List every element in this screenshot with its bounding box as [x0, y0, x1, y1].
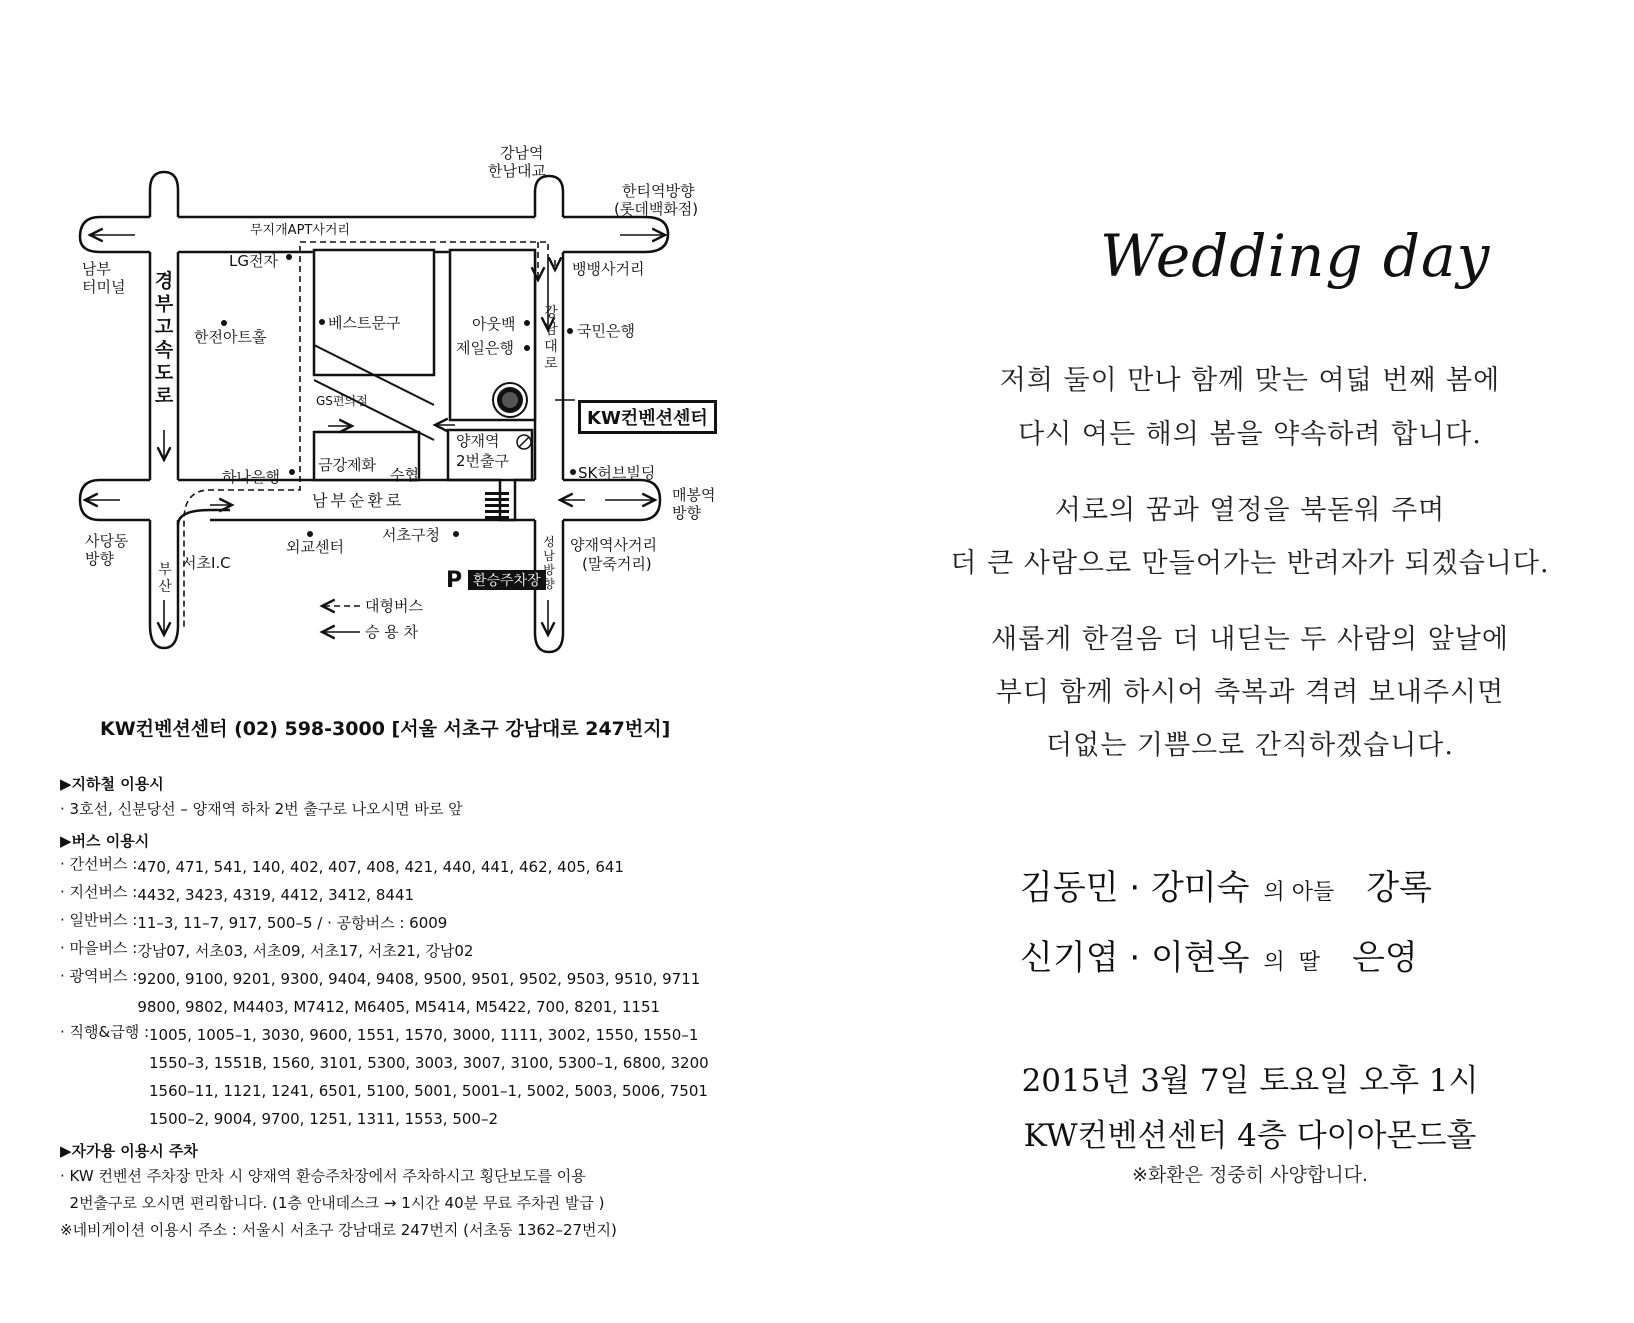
seongnam-direction-label: 성남방향: [543, 535, 555, 591]
bus-type: · 직행&급행 :: [60, 1023, 150, 1041]
wedding-date: 2015년 3월 7일 토요일 오후 1시: [1021, 1063, 1479, 1099]
bus-row: [60, 853, 790, 881]
bus-numbers: 11–3, 11–7, 917, 500–5 / · 공항버스 : 6009: [137, 914, 448, 932]
car-title: ▶자가용 이용시 주차: [60, 1142, 198, 1160]
bus-type: · 일반버스 :: [60, 911, 138, 929]
bus-type: · 광역버스 :: [60, 967, 138, 985]
hanti-direction-label: 한티역방향: [622, 182, 695, 200]
car-line: 2번출구로 오시면 편리합니다. (1층 안내데스크 → 1시간 40분 무료 주차권 발급 ): [60, 1194, 605, 1212]
bus-numbers: 1500–2, 9004, 9700, 1251, 1311, 1553, 500–2: [149, 1110, 498, 1128]
subway-line: · 3호선, 신분당선 – 양재역 하차 2번 출구로 나오시면 바로 앞: [60, 800, 463, 818]
bus-numbers: 1005, 1005–1, 3030, 9600, 1551, 1570, 3000, 1111, 3002, 1550, 1550–1: [149, 1026, 699, 1044]
message-line: 더 큰 사람으로 만들어가는 반려자가 되겠습니다.: [950, 548, 1550, 579]
gangnam-daero-label: 강남대로: [544, 305, 558, 372]
bride-line: [1020, 930, 1418, 979]
sadang-label: 사당동 방향: [85, 532, 129, 568]
gyeongbu-expressway-label: 경부고속도로: [154, 270, 174, 407]
parking-icon: P: [446, 568, 463, 593]
message-line: 저희 둘이 만나 함께 맞는 여덟 번째 봄에: [999, 365, 1501, 396]
transfer-parking-label: 환승주차장: [468, 570, 546, 590]
mujigae-label: 무지개APT사거리: [250, 223, 351, 238]
gangnam-station-label: 강남역: [500, 144, 544, 162]
groom-relation: 의 아들: [1263, 880, 1335, 905]
bus-row: [60, 909, 790, 937]
bus-numbers: 9200, 9100, 9201, 9300, 9404, 9408, 9500, 9501, 9502, 9503, 9510, 9711: [137, 970, 701, 988]
bus-type: · 간선버스 :: [60, 855, 138, 873]
car-line: · KW 컨벤션 주차장 만차 시 양재역 환승주차장에서 주차하시고 횡단보도를 이용: [60, 1167, 586, 1185]
bus-numbers: 9800, 9802, M4403, M7412, M6405, M5414, M5422, 700, 8201, 1151: [137, 998, 661, 1016]
bus-type: · 마을버스 :: [60, 939, 138, 957]
car-legend: 승 용 차: [365, 623, 419, 641]
geumgang-label: 금강제화: [318, 456, 376, 474]
seocho-office-label: 서초구청: [382, 526, 440, 544]
wedding-venue: KW컨벤션센터 4층 다이아몬드홀: [1023, 1118, 1477, 1154]
large-bus-legend: 대형버스: [365, 597, 423, 615]
bus-row: [60, 937, 790, 965]
seocho-ic-label: 서초I.C: [182, 554, 231, 572]
nambu-terminal-label: 남부 터미널: [82, 260, 126, 296]
message-line: 다시 여든 해의 봄을 약속하려 합니다.: [1018, 419, 1482, 450]
nambu-ring-road-label: 남부순환로: [312, 491, 405, 510]
bus-numbers: 1550–3, 1551B, 1560, 3101, 5300, 3003, 3007, 3100, 5300–1, 6800, 3200: [149, 1054, 709, 1072]
wedding-title: Wedding day: [1100, 222, 1491, 290]
yangjae-intersection-label: 양재역사거리: [570, 536, 657, 554]
foreign-center-label: 외교센터: [286, 538, 344, 556]
bus-type: · 지선버스 :: [60, 883, 138, 901]
busan-label: 부산: [158, 562, 172, 595]
message-line: 서로의 꿈과 열정을 북돋워 주며: [1054, 495, 1446, 526]
gs-store-label: GS편의점: [316, 394, 368, 408]
bus-row: [60, 881, 790, 909]
exit2-label: 2번출구: [456, 452, 510, 470]
bride-parents: 신기엽 · 이현옥: [1020, 938, 1250, 978]
bride-relation: 의 딸: [1263, 950, 1320, 975]
venue-address-line: KW컨벤션센터 (02) 598-3000 [서울 서초구 강남대로 247번지]: [100, 718, 671, 740]
kw-center-map-label: KW컨벤션센터: [578, 400, 717, 434]
bride-name: 은영: [1352, 938, 1418, 978]
hannam-bridge-label: 한남대교: [488, 162, 546, 180]
malljuk-label: (말죽거리): [582, 555, 652, 573]
outback-label: 아웃백: [472, 315, 516, 333]
sk-hub-label: SK허브빌딩: [578, 464, 656, 482]
best-stationery-label: 베스트문구: [328, 314, 401, 332]
message-line: 부디 함께 하시어 축복과 격려 보내주시면: [995, 677, 1505, 708]
suhyeop-label: 수협: [390, 466, 419, 484]
flower-note: ※화환은 정중히 사양합니다.: [1132, 1164, 1368, 1186]
message-line: 더없는 기쁨으로 간직하겠습니다.: [1046, 730, 1454, 761]
location-map: [60, 130, 780, 700]
subway-title: ▶지하철 이용시: [60, 775, 164, 793]
groom-line: [1020, 860, 1432, 909]
groom-name: 강록: [1366, 868, 1432, 908]
bus-row: [60, 1021, 790, 1133]
bus-list: [60, 853, 790, 1133]
lg-label: LG전자: [229, 252, 278, 270]
maebong-label: 매봉역 방향: [672, 486, 716, 522]
yangjae-station-label: 양재역: [456, 432, 500, 450]
bus-title: ▶버스 이용시: [60, 832, 150, 850]
navigation-line: ※네비게이션 이용시 주소 : 서울시 서초구 강남대로 247번지 (서초동 1362–27번지): [60, 1221, 617, 1239]
invitation-page: [880, 0, 1634, 1323]
hanjeon-arthall-label: 한전아트홀: [194, 328, 267, 346]
bus-numbers: 470, 471, 541, 140, 402, 407, 408, 421, 440, 441, 462, 405, 641: [137, 858, 624, 876]
kookmin-bank-label: 국민은행: [577, 322, 635, 340]
lotte-label: (롯데백화점): [614, 200, 699, 218]
jeil-bank-label: 제일은행: [456, 339, 514, 357]
bbangbbang-label: 뱅뱅사거리: [572, 260, 645, 278]
bus-numbers: 강남07, 서초03, 서초09, 서초17, 서초21, 강남02: [137, 942, 474, 960]
bus-numbers: 1560–11, 1121, 1241, 6501, 5100, 5001, 5001–1, 5002, 5003, 5006, 7501: [149, 1082, 708, 1100]
bus-numbers: 4432, 3423, 4319, 4412, 3412, 8441: [137, 886, 415, 904]
directions: [60, 772, 790, 1244]
hana-bank-label: 하나은행: [222, 468, 280, 486]
message-line: 새롭게 한걸음 더 내딛는 두 사람의 앞날에: [991, 624, 1509, 655]
bus-row: [60, 965, 790, 1021]
groom-parents: 김동민 · 강미숙: [1020, 868, 1250, 908]
